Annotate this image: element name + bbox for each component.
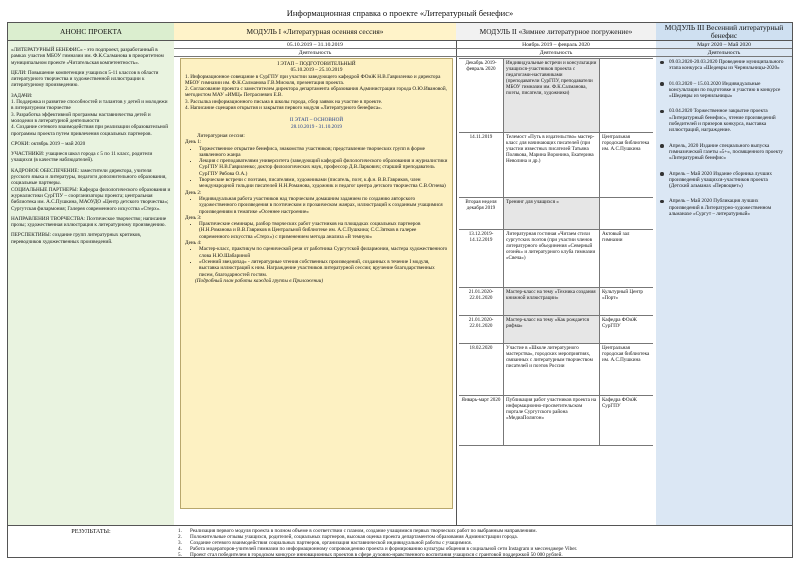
results-label: РЕЗУЛЬТАТЫ: <box>71 528 111 535</box>
result-item: 3. Создание сетевого взаимодействия социальных партнеров, организация наставнической индивидуальной работы с учащимися. <box>178 540 472 546</box>
row-activity: Участие в «Школе литературного мастерства», городских мероприятиях, связанных с литературным творчеством писателей и поэтов России <box>504 344 600 395</box>
page-title: Информационная справка о проекте «Литературный бенефис» <box>286 8 514 18</box>
stage1-dates: 05.10.2019 – 25.10.2019 <box>290 67 343 74</box>
row-place: Центральная городская библиотека им. А.С.Пушкина <box>602 345 650 363</box>
module3-item: 01.03.2020 – 15.03.2020 Индивидуальные консультации по подготовке и участию в конкурсе «Шедевры из чернильницы» <box>660 81 789 100</box>
announce-intro: «ЛИТЕРАТУРНЫЙ БЕНЕФИС» - это подпроект, разработанный в рамках участия МБОУ гимназии им. Ф.К.Салманова в приоритетном муниципальном проекте «Читательская компетентность». <box>11 47 164 66</box>
stage1-item: 3. Рассылка информационного письма в школы города, сбор заявок на участие в проекте. <box>185 98 383 105</box>
stage1-item: 2. Согласование проекта с заместителем директора департамента образования Администрации города О.Ю.Ивановой, методистом МАУ «ИМЦ» Петрасиевич Е.В. <box>185 86 447 99</box>
day4-item: • Мастер-класс, практикум по сценической речи от работника Сургутской филармонии, мастера художественного слова Н.Ю.Шабариной <box>199 246 448 259</box>
module3-column <box>656 23 792 525</box>
result-item: 1. Реализация первого модуля проекта в полном объеме в соответствии с планом, создание учащимися первых творческих работ по выбранным направлениям. <box>178 528 537 534</box>
module1-header: МОДУЛЬ I «Литературная осенняя сессия» <box>174 23 456 41</box>
announce-column <box>8 23 174 525</box>
schedule-row <box>459 198 653 230</box>
day3-item: • Практические семинары, разбор творческих работ участников на площадках социальных партнеров (Н.Н.Романова и В.В.Гавриков в Центральной библиотеке им. А.С.Пушкина; С.С.Зятков в галерее современного искусства «Стерх») с применением метода анализа «В темную» <box>199 221 448 240</box>
module2-activity-label: Деятельность <box>456 49 656 57</box>
info-table <box>7 22 793 558</box>
row-activity: Литературная гостиная «Читаем стихи сургутских поэтов (при участии членов литературного объединения «Северный огонёк» и литературного клуба гимназии «Свеча») <box>504 230 600 287</box>
announce-goals: ЦЕЛИ: Повышение компетенции учащихся 5-11 классов в области литературного творчества и художественной иллюстрации к литературному произведению. <box>11 69 159 89</box>
module3-item: Апрель, 2020 Издание специального выпуска гимназической газеты «5+», посвященного проекту «Литературный бенефис» <box>660 143 789 162</box>
stage2-dates: 28.10.2019 - 31.10.2019 <box>290 123 342 130</box>
stage1-item: 1. Информационное совещание в СурГПУ при участии заведующего кафедрой ФОиЖ Н.В.Гавриленко и директора МБОУ гимназии им. Ф.К.Салманова Г.В.Мисюля, презентация проекта. <box>185 73 441 86</box>
row-date: 18.02.2020 <box>459 344 504 395</box>
row-date: Декабрь 2019-февраль 2020 <box>459 59 504 132</box>
module1-column <box>174 23 456 525</box>
row-date: Январь-март 2020 <box>459 396 504 445</box>
row-place <box>600 59 653 132</box>
row-activity: Индивидуальные встречи и консультации учащихся-участников проекта с педагогами-наставниками (преподаватели СурГПУ, преподаватели МБОУ гимназии им. Ф.К.Салманова, поэты, писатели, художники) <box>504 59 600 132</box>
row-date: 21.01.2020-22.01.2020 <box>459 288 504 315</box>
module2-column <box>456 23 656 525</box>
module2-header: МОДУЛЬ II «Зимнее литературное погружение» <box>456 23 656 41</box>
day-label: День 1: <box>185 139 202 146</box>
row-place: Кафедра ФОиЖ СурГПУ <box>602 317 637 329</box>
module1-note: (Подробный план работы каждой группы в Приложении) <box>195 277 324 284</box>
announce-tasks: ЗАДАЧИ: 1. Поддержка и развитие способностей и талантов у детей и молодежи в литературном творчестве 3. Разработка эффективной программы наставничества детей и молодежи в литературной деятельности 4. Создание сетевого взаимодействия при реализации образовательной программы проекта путем привлечения социальных партнеров. <box>11 92 168 137</box>
row-date: 14.11.2019 <box>459 133 504 197</box>
row-place: Кафедра ФОиЖ СурГПУ <box>602 397 637 409</box>
day-label: День 3: <box>185 214 202 221</box>
module2-dates: Ноябрь 2019 – февраль 2020 <box>456 41 656 49</box>
row-activity: Мастер-класс на тему «Как рождается рифма» <box>504 316 600 343</box>
row-activity: Мастер-класс на тему «Техника создания книжной иллюстрации» <box>504 288 600 315</box>
schedule-row <box>459 58 653 133</box>
announce-header: АНОНС ПРОЕКТА <box>8 23 174 41</box>
day1-item: • Торжественное открытие бенефиса, знакомство участников; представление творческих групп в форме заявленного жанра <box>199 146 448 159</box>
day1-item: • Творческие встречи с поэтами, писателями, художниками (писатель, поэт, к.ф.н. В.В.Гавриков, член международной гильдии писателей Н.Н.Романова, художник и педагог центра детского творчества С.В.Огнева) <box>199 177 448 190</box>
schedule-row <box>459 396 653 446</box>
row-place: Культурный Центр «Порт» <box>602 289 643 301</box>
module3-item: 03.04.2020 Торжественное закрытие проекта «Литературный бенефис», чтение произведений победителей и призеров конкурса, выставка иллюстраций, награждение. <box>660 108 789 133</box>
module3-header: МОДУЛЬ III Весенний литературный бенефис <box>656 23 792 41</box>
module1-plan-box <box>180 58 453 509</box>
module3-dates: Март 2020 – Май 2020 <box>656 41 792 49</box>
row-activity: Тренинг для учащихся « <box>504 198 600 229</box>
schedule-row <box>459 230 653 288</box>
results-row <box>8 525 792 557</box>
row-activity: Телемост «Путь в издательство» мастер-класс для начинающих писателей (при участии известных писателей Татьяна Полякова, Марина Воронина, Екатерина Неволина и др.) <box>504 133 600 197</box>
announce-participants: УЧАСТНИКИ: учащиеся школ города с 5 по 11 класс, родители учащихся (в качестве наблюдателей). <box>11 151 153 164</box>
schedule-row <box>459 288 653 316</box>
schedule-row <box>459 316 653 344</box>
row-date: 13.12.2019-14.12.2019 <box>459 230 504 287</box>
schedule-row <box>459 344 653 396</box>
module2-schedule <box>459 58 653 446</box>
result-item: 4. Работа модераторов-учителей гимназии по информационному сопровождению проекта и формированию культуры общения в социальной сети Instagram и мессенджере Viber. <box>178 546 578 552</box>
session-label: Литературная сессия: <box>197 132 245 139</box>
day-label: День 2: <box>185 189 202 196</box>
result-item: 5. Проект стал победителем в городском конкурсе инновационных проектов в сфере духовно-нравственного воспитания учащихся с грантовой поддержкой 50 000 рублей. <box>178 552 563 558</box>
stage1-title: I ЭТАП – ПОДГОТОВИТЕЛЬНЫЙ <box>277 61 356 67</box>
module1-activity-label: Деятельность <box>174 49 456 57</box>
row-date: Вторая неделя декабря 2019 <box>459 198 504 229</box>
row-place <box>600 198 653 229</box>
schedule-row <box>459 133 653 198</box>
announce-body <box>11 47 171 249</box>
module3-item: 09.03.2020-20.03.2020 Проведение муниципального этапа конкурса «Шедевры из Чернильницы-2020» <box>660 59 789 72</box>
announce-terms: СРОКИ: октябрь 2019 – май 2020 <box>11 140 86 147</box>
announce-directions: НАПРАВЛЕНИЯ ТВОРЧЕСТВА: Поэтическое творчество; написание прозы; художественная иллюстрация к литературному произведению. <box>11 215 167 229</box>
announce-prospects: ПЕРСПЕКТИВЫ: создание групп литературных критиков, переводчиков художественных произведений. <box>11 232 142 245</box>
row-place: Актовый зал гимназии <box>602 231 630 243</box>
day-label: День 4: <box>185 240 202 247</box>
module1-dates: 05.10.2019 – 31.10.2019 <box>174 41 456 49</box>
result-item: 2. Положительные отзывы учащихся, родителей, социальных партнеров, высокая оценка проекта департаментом образования Администрации города. <box>178 534 519 540</box>
day1-item: • Лекция с преподавателями университета (заведующий кафедрой филологического образования и журналистики СурГПУ Н.В.Гавриленко; доктор филологических наук, профессор Д.В.Ларкович; старший преподаватель СурГПУ Рябова О.А.) <box>199 158 448 177</box>
day2-item: • Индивидуальная работа участников над творческим домашним заданием по созданию авторского художественного произведения в поэтическом и прозаическом жанрах, иллюстраций к созданным учащимися произведениям в тематике «Осеннее настроение» <box>199 196 448 215</box>
row-place: Центральная городская библиотека им. А.С.Пушкина <box>602 134 650 152</box>
stage2-title: II ЭТАП – ОСНОВНОЙ <box>289 117 344 124</box>
row-date: 21.01.2020-22.01.2020 <box>459 316 504 343</box>
announce-staff: КАДРОВОЕ ОБЕСПЕЧЕНИЕ: заместители директора, учителя русского языка и литературы, педагоги дополнительного образования, социальные партнеры. СОЦИАЛЬНЫЕ ПАРТНЕРЫ: Кафедра филологического образования и журналистики СурГПУ – соорганизаторы проекта; центральная библиотека им. А.С.Пушкина, МАОУДО «Центр детского творчества»; Сургутская филармония; Галерея современного искусства «Стерх». <box>11 167 171 212</box>
results-list <box>174 526 792 557</box>
module3-activity-label: Деятельность <box>656 49 792 57</box>
row-activity: Публикация работ участников проекта на информационно-просветительском портале Сургутского района «МедиаПолигон» <box>504 396 600 445</box>
module3-item: Апрель – Май 2020 Публикация лучших произведений в Литературно-художественном альманахе «Сургут – литературный» <box>660 198 789 217</box>
module3-list <box>660 59 789 226</box>
module3-item: Апрель – Май 2020 Издание сборника лучших произведений учащихся-участников проекта (Детский альманах «Первоцвет») <box>660 171 789 190</box>
stage1-item: 4. Написание сценария открытия и закрытия первого модуля «Литературного бенефиса». <box>185 105 383 112</box>
day4-item: • «Осенний звездопад» - литературные чтения собственных произведений, созданных в течение I модуля, выставка иллюстраций к ним. Награждение участников литературной сессии; вручение благодарственных писем, благодарностей гостям. <box>199 259 448 278</box>
